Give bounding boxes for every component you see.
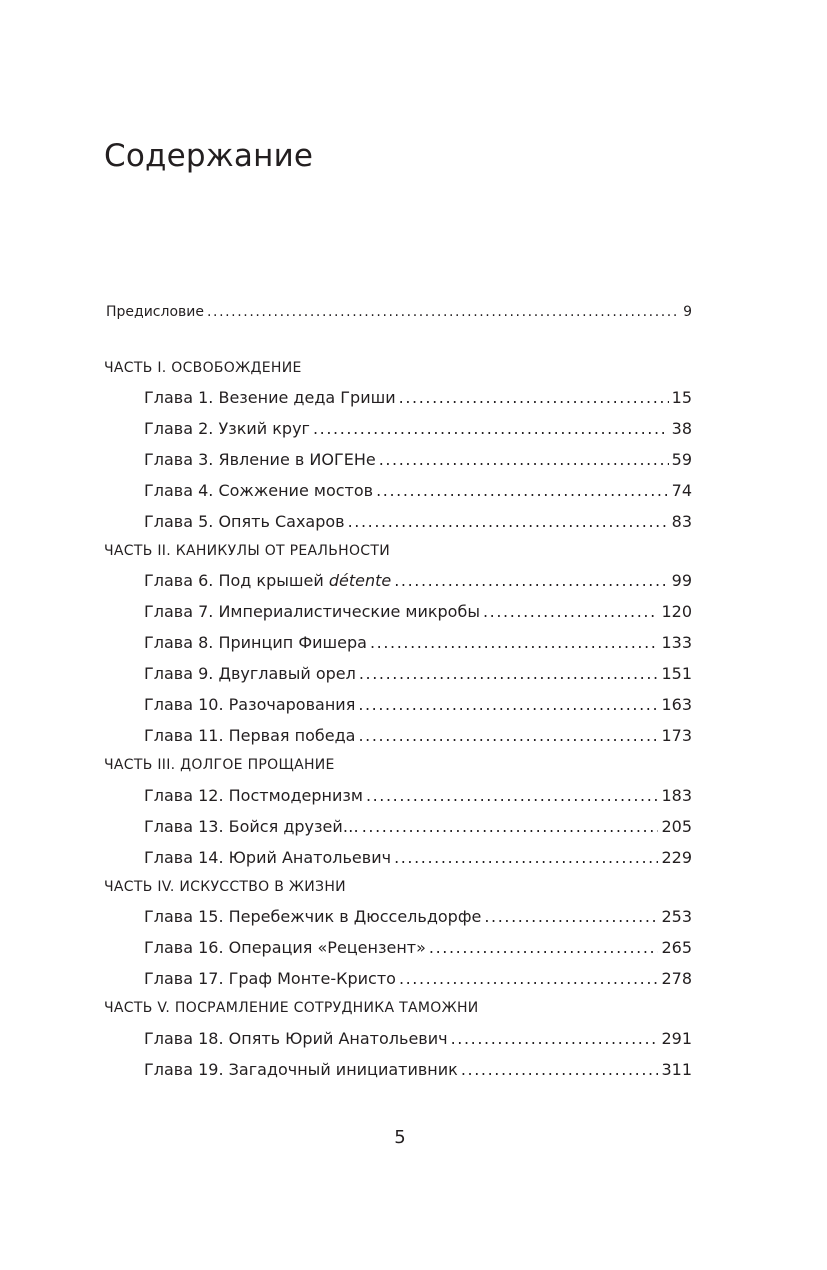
toc-entry-label-italic: détente xyxy=(328,571,392,590)
toc-entry-label: Глава 13. Бойся друзей… xyxy=(144,817,359,836)
toc-entry-page: 183 xyxy=(661,786,692,805)
toc-entry-page: 173 xyxy=(661,726,692,745)
toc-entry-page: 229 xyxy=(661,848,692,867)
toc-entry-page: 205 xyxy=(661,817,692,836)
leader-dots xyxy=(399,967,659,991)
part-heading: ЧАСТЬ V. ПОСРАМЛЕНИЕ СОТРУДНИКА ТАМОЖНИ xyxy=(104,1000,479,1016)
toc-entry-chapter[interactable] xyxy=(144,693,692,717)
leader-dots xyxy=(451,1027,659,1051)
leader-dots xyxy=(429,936,659,960)
toc-entry-page: 83 xyxy=(671,512,692,531)
toc-entry-chapter[interactable] xyxy=(144,724,692,748)
toc-entry-page: 74 xyxy=(671,481,692,500)
toc-entry-label: Глава 9. Двуглавый орел xyxy=(144,664,356,683)
toc-entry-page: 253 xyxy=(661,907,692,926)
toc-entry-chapter[interactable] xyxy=(144,1027,692,1051)
leader-dots xyxy=(483,600,658,624)
leader-dots xyxy=(366,784,659,808)
leader-dots xyxy=(461,1058,659,1082)
toc-entry-page: 59 xyxy=(671,450,692,469)
toc-entry-page: 133 xyxy=(661,633,692,652)
toc-entry-label: Глава 2. Узкий круг xyxy=(144,419,310,438)
leader-dots xyxy=(370,631,658,655)
toc-entry-label: Глава 8. Принцип Фишера xyxy=(144,633,367,652)
toc-entry-page: 15 xyxy=(671,388,692,407)
toc-entry-page: 99 xyxy=(671,571,692,590)
leader-dots xyxy=(399,386,669,410)
toc-entry-label: Глава 10. Разочарования xyxy=(144,695,356,714)
leader-dots xyxy=(358,724,658,748)
leader-dots xyxy=(376,479,669,503)
toc-entry-chapter[interactable] xyxy=(144,784,692,808)
toc-entry-page: 151 xyxy=(661,664,692,683)
toc-entry-page: 163 xyxy=(661,695,692,714)
toc-entry-label: Глава 5. Опять Сахаров xyxy=(144,512,345,531)
page-number: 5 xyxy=(394,1127,406,1148)
toc-entry-chapter[interactable] xyxy=(144,936,692,960)
toc-entry-label: Глава 11. Первая победа xyxy=(144,726,356,745)
toc-entry-chapter[interactable] xyxy=(144,448,692,472)
page-title: Содержание xyxy=(104,138,314,174)
toc-entry-page: 120 xyxy=(661,602,692,621)
toc-entry-label: Глава 18. Опять Юрий Анатольевич xyxy=(144,1029,448,1048)
toc-entry-chapter[interactable] xyxy=(144,386,692,410)
toc-entry-label: Глава 17. Граф Монте-Кристо xyxy=(144,969,396,988)
toc-entry-chapter[interactable] xyxy=(144,569,692,593)
leader-dots xyxy=(359,662,659,686)
leader-dots xyxy=(313,417,669,441)
toc-entry-page: 38 xyxy=(671,419,692,438)
toc-entry-label: Глава 7. Империалистические микробы xyxy=(144,602,480,621)
part-heading: ЧАСТЬ I. ОСВОБОЖДЕНИЕ xyxy=(104,360,302,376)
toc-entry-label: Глава 1. Везение деда Гриши xyxy=(144,388,396,407)
toc-entry-page: 9 xyxy=(683,304,692,320)
toc-entry-chapter[interactable] xyxy=(144,479,692,503)
toc-entry-chapter[interactable] xyxy=(144,846,692,870)
part-heading: ЧАСТЬ III. ДОЛГОЕ ПРОЩАНИЕ xyxy=(104,757,335,773)
leader-dots xyxy=(362,815,659,839)
toc-entry-chapter[interactable] xyxy=(144,905,692,929)
toc-entry-chapter[interactable] xyxy=(144,815,692,839)
toc-entry-label: Предисловие xyxy=(106,304,204,320)
toc-entry-chapter[interactable] xyxy=(144,631,692,655)
part-heading: ЧАСТЬ IV. ИСКУССТВО В ЖИЗНИ xyxy=(104,879,346,895)
leader-dots xyxy=(394,846,658,870)
toc-entry-label: Глава 19. Загадочный инициативник xyxy=(144,1060,458,1079)
toc-entry-preface[interactable] xyxy=(106,300,692,324)
toc-entry-page: 291 xyxy=(661,1029,692,1048)
toc-entry-label: Глава 6. Под крышей détente xyxy=(144,571,392,590)
toc-entry-chapter[interactable] xyxy=(144,510,692,534)
toc-entry-page: 278 xyxy=(661,969,692,988)
toc-entry-chapter[interactable] xyxy=(144,662,692,686)
toc-entry-chapter[interactable] xyxy=(144,1058,692,1082)
toc-entry-page: 265 xyxy=(661,938,692,957)
toc-entry-label: Глава 16. Операция «Рецензент» xyxy=(144,938,426,957)
toc-entry-label: Глава 4. Сожжение мостов xyxy=(144,481,374,500)
leader-dots xyxy=(348,510,669,534)
leader-dots xyxy=(358,693,658,717)
toc-entry-page: 311 xyxy=(661,1060,692,1079)
toc-entry-label: Глава 3. Явление в ИОГЕНе xyxy=(144,450,376,469)
toc-entry-label: Глава 12. Постмодернизм xyxy=(144,786,363,805)
leader-dots xyxy=(379,448,669,472)
leader-dots xyxy=(484,905,658,929)
toc-entry-chapter[interactable] xyxy=(144,600,692,624)
leader-dots xyxy=(394,569,668,593)
part-heading: ЧАСТЬ II. КАНИКУЛЫ ОТ РЕАЛЬНОСТИ xyxy=(104,543,390,559)
toc-entry-label: Глава 14. Юрий Анатольевич xyxy=(144,848,392,867)
toc-entry-chapter[interactable] xyxy=(144,967,692,991)
toc-entry-label: Глава 15. Перебежчик в Дюссельдорфе xyxy=(144,907,482,926)
toc-entry-chapter[interactable] xyxy=(144,417,692,441)
leader-dots xyxy=(207,300,680,324)
